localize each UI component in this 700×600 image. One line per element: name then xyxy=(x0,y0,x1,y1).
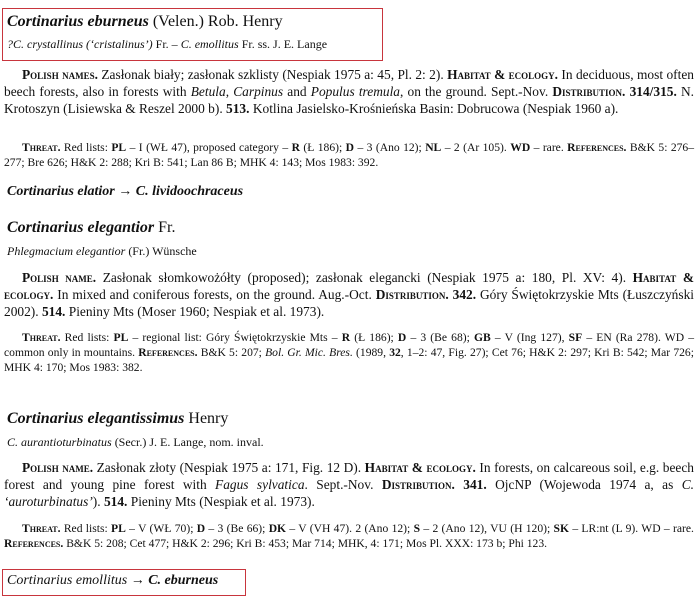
country-code: PL xyxy=(111,522,126,535)
region-number: 314/315. xyxy=(629,84,677,100)
entry-title xyxy=(7,13,283,31)
region-number: 513. xyxy=(226,101,250,117)
xref-species: Cortinarius emollitus xyxy=(7,573,128,588)
section-text: – LR:nt (L 9). WD – rare. xyxy=(572,522,694,535)
category-code: R xyxy=(341,331,351,344)
threat-paragraph xyxy=(4,330,694,376)
journal-name: Bol. Gr. Mic. Bres. xyxy=(265,346,353,360)
xref-target: C. eburneus xyxy=(148,573,219,588)
synonym-author: (Fr.) Wünsche xyxy=(128,244,197,258)
polish-name-paragraph xyxy=(4,269,694,321)
country-code: S xyxy=(413,522,421,535)
xref-species: Cortinarius elatior xyxy=(7,184,115,199)
section-label: Distribution. xyxy=(375,287,449,303)
section-label: References. xyxy=(138,346,198,360)
section-label: Distribution. xyxy=(552,84,626,100)
author-citation: Fr. xyxy=(158,219,176,236)
section-text: . Sept.-Nov. xyxy=(304,477,374,493)
country-code: WD xyxy=(510,141,531,154)
country-code: D xyxy=(196,522,206,535)
section-text: Zasłonak słomkowożółty (proposed); zasłonak elegancki (Nespiak 1975 a: 180, Pl. XV: 4). xyxy=(102,270,627,285)
country-code: PL xyxy=(111,141,127,154)
section-label: Threat. xyxy=(22,522,61,535)
section-label: Distribution. xyxy=(381,477,455,493)
region-number: 514. xyxy=(41,304,66,320)
section-text: – V (VH 47). 2 (Ano 12); xyxy=(289,522,411,535)
country-code: D xyxy=(345,141,355,154)
region-number: 341. xyxy=(463,477,487,493)
section-label: Threat. xyxy=(22,331,61,344)
synonym-name: Phlegmacium elegantior xyxy=(7,244,126,258)
section-text: – 3 (Be 68); xyxy=(410,331,470,344)
section-label: Threat. xyxy=(22,141,61,154)
region-number: 514. xyxy=(103,494,128,510)
author-citation: Henry xyxy=(188,410,229,427)
author-citation: (Velen.) Rob. Henry xyxy=(152,13,283,30)
entry-title xyxy=(7,219,176,237)
species-name: Cortinarius elegantior xyxy=(7,219,155,236)
section-text: (1989, xyxy=(356,346,386,360)
section-text: , 1–2: 47, Fig. 27); Cet 76; H&K 2: 297; Kri B: 542; Mar 726; MHK 4: 170; Mos 1983: 382. xyxy=(4,346,694,375)
section-label: Habitat & ecology. xyxy=(364,460,476,475)
country-code: GB xyxy=(473,331,491,344)
entry-title xyxy=(7,410,228,428)
synonym-author: Fr. ss. J. E. Lange xyxy=(241,37,328,51)
section-text: Pieniny Mts (Moser 1960; Nespiak et al. 1973). xyxy=(68,304,325,320)
arrow-icon: → xyxy=(130,573,145,588)
synonym-author: (Secr.) J. E. Lange, nom. inval. xyxy=(114,435,264,449)
country-code: PL xyxy=(113,331,129,344)
section-text: B&K 5: 207; xyxy=(200,346,262,360)
section-label: Habitat & ecology. xyxy=(4,270,694,303)
taxon-name: Populus tremula xyxy=(310,84,400,100)
synonym-line xyxy=(7,435,264,450)
section-text: (Ł 186); xyxy=(354,331,394,344)
section-text: Zasłonak złoty (Nespiak 1975 a: 171, Fig. 12 D). xyxy=(96,460,362,475)
section-text: B&K 5: 276–277; Bre 626; H&K 2: 288; Kri B: 541; Lan 86 B; MHK 4: 143; Mos 1983: 392. xyxy=(4,141,695,170)
section-text: OjcNP (Wojewoda 1974 a, as xyxy=(495,477,674,493)
volume-number: 32 xyxy=(389,346,401,360)
section-text: Zasłonak biały; zasłonak szklisty (Nespiak 1975 a: 45, Pl. 2: 2). xyxy=(101,67,444,82)
section-label: Polish names. xyxy=(22,67,98,82)
species-name: Cortinarius eburneus xyxy=(7,13,149,30)
synonym-name: C. aurantioturbinatus xyxy=(7,435,112,449)
country-code: SF xyxy=(568,331,583,344)
taxon-name: Betula xyxy=(190,84,226,100)
country-code: NL xyxy=(425,141,442,154)
section-text: B&K 5: 208; Cet 477; H&K 2: 296; Kri B: 453; Mar 714; MHK, 4: 171; Mos Pl. XXX: 173 b; Phi 123. xyxy=(66,537,548,551)
section-text: – 2 (Ano 12), VU (H 120); xyxy=(423,522,551,535)
species-name: Cortinarius elegantissimus xyxy=(7,410,185,427)
section-text: Pieniny Mts (Nespiak et al. 1973). xyxy=(130,494,315,510)
section-text: (Ł 186); xyxy=(303,141,343,154)
section-text: – 3 (Be 66); xyxy=(208,522,266,535)
section-text: – 2 (Ar 105). xyxy=(444,141,507,154)
section-text: and xyxy=(287,84,307,100)
synonym-name: C. emollitus xyxy=(180,37,239,51)
section-text: Red lists: xyxy=(63,141,108,154)
arrow-icon: → xyxy=(118,184,133,199)
section-text: ). xyxy=(92,494,101,510)
taxon-name: Fagus sylvatica xyxy=(215,477,305,493)
synonym-author: Fr. – xyxy=(155,37,181,51)
section-label: Habitat & ecology. xyxy=(447,67,558,82)
section-text: – I (WŁ 47), proposed category – xyxy=(129,141,289,154)
section-text: – V (WŁ 70); xyxy=(129,522,194,535)
section-text: Góry Świętokrzyskie Mts (Łuszczyński 2002). xyxy=(4,287,694,320)
taxon-name: C. ‘auroturbinatus’ xyxy=(4,477,694,510)
synonym-line xyxy=(7,244,197,259)
section-text: , on the ground. Sept.-Nov. xyxy=(400,84,549,100)
section-text: – EN (Ra 278). WD – common only in mountains. xyxy=(4,331,695,360)
section-label: Polish name. xyxy=(22,270,97,285)
country-code: D xyxy=(397,331,407,344)
section-text: – 3 (Ano 12); xyxy=(357,141,422,154)
country-code: DK xyxy=(268,522,287,535)
section-text: In mixed and coniferous forests, on the ground. Aug.-Oct. xyxy=(57,287,372,303)
threat-paragraph xyxy=(4,140,694,170)
section-label: Polish name. xyxy=(22,460,94,475)
section-label: References. xyxy=(4,537,64,551)
polish-names-paragraph xyxy=(4,66,694,118)
polish-name-paragraph xyxy=(4,459,694,511)
section-text: – regional list: Góry Świętokrzyskie Mts – xyxy=(132,331,338,344)
section-text: N. Krotoszyn (Lisiewska & Reszel 2000 b). xyxy=(4,84,695,117)
section-text: – rare. xyxy=(533,141,564,154)
section-text: In deciduous, most often beech forests, also in forests with xyxy=(4,67,694,100)
category-code: R xyxy=(291,141,300,154)
section-text: , xyxy=(225,84,230,100)
synonym-name: ?C. crystallinus (‘cristalinus’) xyxy=(7,37,153,51)
cross-reference xyxy=(7,573,218,589)
xref-target: C. lividoochraceus xyxy=(135,184,244,199)
section-label: References. xyxy=(567,141,627,154)
threat-paragraph xyxy=(4,521,694,551)
section-text: In forests, on calcareous soil, e.g. beech forest and young pine forest with xyxy=(4,460,694,493)
cross-reference xyxy=(7,184,243,200)
section-text: Red lists: xyxy=(64,331,110,344)
section-text: – V (Ing 127), xyxy=(494,331,565,344)
section-text: Kotlina Jasielsko-Krośnieńska Basin: Dobrucowa (Nespiak 1960 a). xyxy=(252,101,619,117)
region-number: 342. xyxy=(452,287,477,303)
section-text: Red lists: xyxy=(63,522,108,535)
synonym-line xyxy=(7,37,327,52)
country-code: SK xyxy=(553,522,570,535)
taxon-name: Carpinus xyxy=(233,84,284,100)
